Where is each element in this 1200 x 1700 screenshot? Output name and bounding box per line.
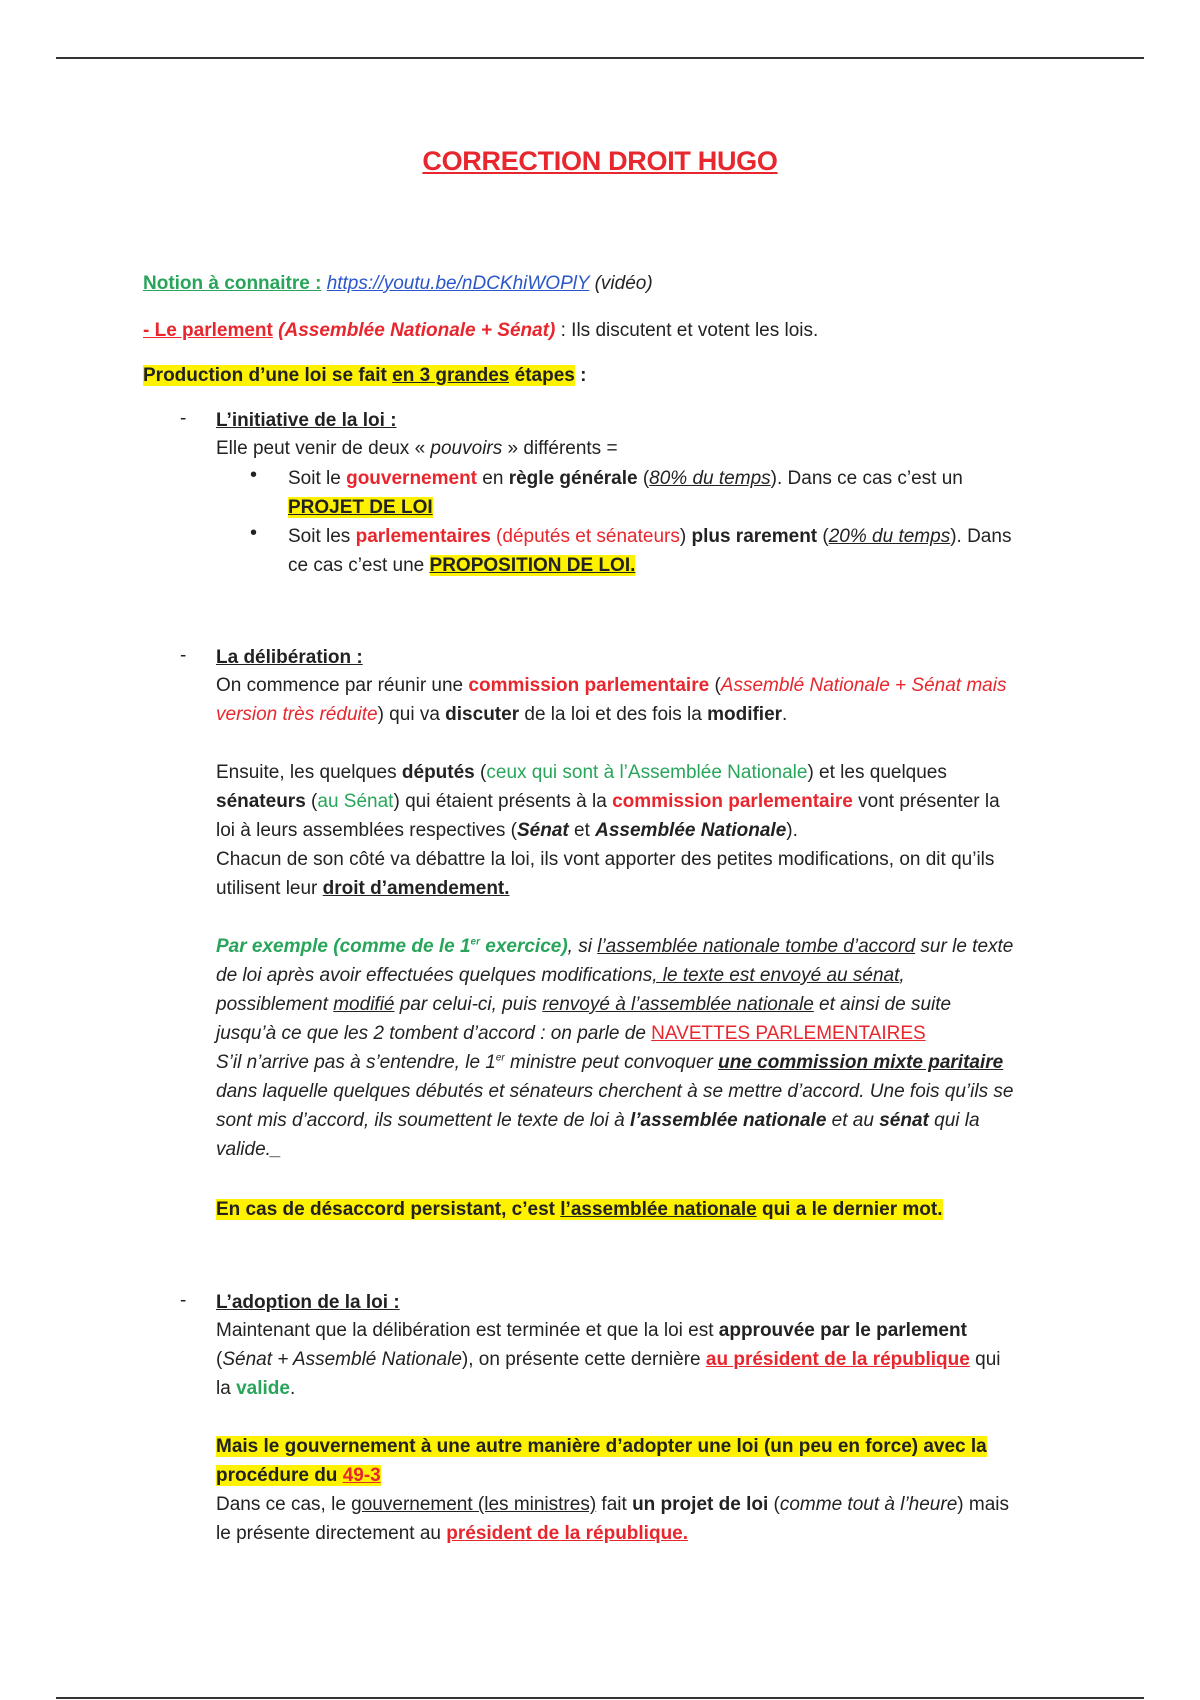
bullet-marker: •	[250, 464, 258, 486]
deliberation-heading	[216, 643, 363, 672]
top-rule	[56, 57, 1144, 59]
text-run: (	[768, 1494, 780, 1515]
text-run: (députés et sénateurs	[490, 526, 680, 547]
text-run: ). Dans ce cas c’est un	[770, 468, 963, 489]
initiative-heading-text: L’initiative de la loi :	[216, 410, 397, 431]
text-run: .	[782, 704, 788, 725]
text-run: Dans ce cas, le	[216, 1494, 352, 1515]
example-l4	[216, 1019, 926, 1048]
production-d: :	[574, 365, 587, 386]
text-run: une commission mixte paritaire	[718, 1052, 1004, 1073]
text-run: gouvernement (les ministres)	[351, 1494, 597, 1515]
production-a: Production d’une loi se fait	[143, 365, 393, 386]
production-b: en 3 grandes	[392, 365, 510, 386]
text-run: droit d’amendement.	[322, 878, 510, 899]
text-run: PROJET DE LOI	[288, 497, 433, 518]
adoption-p2-l2	[216, 1519, 688, 1548]
adoption-heading	[216, 1288, 400, 1317]
deliberation-p2-l2	[216, 787, 1000, 816]
text-run: modifié	[333, 994, 395, 1015]
text-run: .	[289, 1378, 296, 1399]
initiative-bullet1-cont	[288, 493, 433, 522]
deliberation-p2-l4	[216, 845, 994, 874]
text-run: qui la	[928, 1110, 980, 1131]
text-run: Sénat + Assemblé Nationale	[222, 1349, 462, 1370]
notion-label: Notion à connaitre :	[143, 273, 322, 294]
text-run: Assemblée Nationale	[595, 820, 787, 841]
notion-line	[143, 269, 653, 298]
initiative-bullet2-cont	[288, 551, 635, 580]
text-run: (	[637, 468, 650, 489]
text-run: » différents =	[502, 438, 618, 459]
text-run: possiblement	[216, 994, 334, 1015]
text-run: er	[495, 1052, 505, 1064]
dash-marker: -	[180, 645, 187, 666]
parlement-line	[143, 316, 818, 345]
text-run: ceux qui sont à l’Assemblée Nationale	[486, 762, 808, 783]
text-run: et au	[826, 1110, 880, 1131]
text-run: commission parlementaire	[468, 675, 710, 696]
text-run: comme tout à l’heure	[779, 1494, 958, 1515]
text-run: ) mais	[957, 1494, 1009, 1515]
text-run: pouvoirs	[430, 438, 503, 459]
text-run: (	[817, 526, 829, 547]
initiative-bullet2	[288, 522, 1011, 551]
text-run: modifier	[707, 704, 783, 725]
adoption-h2	[216, 1461, 381, 1490]
initiative-heading	[216, 406, 397, 435]
text-run: un projet de loi	[632, 1494, 769, 1515]
parlement-rest: : Ils discutent et votent les lois.	[555, 320, 819, 341]
text-run: Ensuite, les quelques	[216, 762, 402, 783]
dash-marker: -	[180, 408, 187, 429]
text-run: Assemblé Nationale + Sénat mais	[720, 675, 1007, 696]
text-run: vont présenter la	[852, 791, 1000, 812]
production-line	[143, 361, 586, 390]
example-l5	[216, 1048, 1003, 1077]
text-run: valide	[236, 1378, 290, 1399]
text-run: (	[709, 675, 721, 696]
text-run: ), on présente cette dernière	[461, 1349, 706, 1370]
text-run: ) qui va	[377, 704, 446, 725]
example-l7	[216, 1106, 980, 1135]
text-run: 80% du temps	[649, 468, 771, 489]
text-run: (	[216, 1349, 223, 1370]
text-run: On commence par réunir une	[216, 675, 469, 696]
text-run: procédure du	[216, 1465, 343, 1486]
text-run: La délibération :	[216, 647, 363, 668]
text-run: ).	[786, 820, 798, 841]
disagreement-line	[216, 1195, 943, 1224]
text-run: utilisent leur	[216, 878, 323, 899]
bullet-marker: •	[250, 522, 258, 544]
text-run: président de la république.	[446, 1523, 689, 1544]
text-run: Maintenant que la délibération est terminée et que la loi est	[216, 1320, 719, 1341]
text-run: l’assemblée nationale tombe d’accord	[597, 936, 916, 957]
text-run: de loi après avoir effectuées quelques modifications	[216, 965, 653, 986]
text-run: qui	[969, 1349, 1001, 1370]
text-run: version très réduite	[216, 704, 378, 725]
text-run: la	[216, 1378, 237, 1399]
deliberation-p2-l5	[216, 874, 510, 903]
initiative-bullet1	[288, 464, 963, 493]
video-link[interactable]: https://youtu.be/nDCKhiWOPlY	[326, 273, 590, 294]
text-run: renvoyé à l’assemblée nationale	[542, 994, 814, 1015]
text-run: Mais le gouvernement à une autre manière d’adopter une loi (un peu en force) avec la	[216, 1436, 987, 1457]
page-title: CORRECTION DROIT HUGO	[422, 146, 778, 176]
text-run: ) et les quelques	[807, 762, 947, 783]
text-run: au Sénat	[317, 791, 394, 812]
production-c: étapes	[509, 365, 575, 386]
text-run: au président de la république	[705, 1349, 970, 1370]
text-run: discuter	[445, 704, 520, 725]
text-run: parlementaires	[355, 526, 491, 547]
parlement-paren: (Assemblée Nationale + Sénat)	[278, 320, 556, 341]
text-run: PROPOSITION DE LOI.	[429, 555, 636, 576]
text-run: Chacun de son côté va débattre la loi, ils vont apporter des petites modifications, on dit qu’ils	[216, 849, 995, 870]
text-run: loi à leurs assemblées respectives (	[216, 820, 517, 841]
text-run: valide._	[216, 1139, 282, 1160]
deliberation-p2-l3	[216, 816, 798, 845]
text-run: fait	[596, 1494, 633, 1515]
adoption-p2-l1	[216, 1490, 1009, 1519]
text-run: en	[477, 468, 509, 489]
text-run: ,	[899, 965, 905, 986]
example-l1	[216, 932, 1013, 961]
text-run: , si	[567, 936, 598, 957]
example-l2	[216, 961, 905, 990]
text-run: commission parlementaire	[612, 791, 853, 812]
text-run: Soit les	[288, 526, 356, 547]
text-run: En cas de désaccord persistant, c’est	[216, 1199, 561, 1220]
text-run: Soit le	[288, 468, 347, 489]
text-run: Sénat	[516, 820, 569, 841]
parlement-term: - Le parlement	[143, 320, 273, 341]
example-l6	[216, 1077, 1013, 1106]
text-run: ) qui étaient présents à la	[393, 791, 613, 812]
example-l8	[216, 1135, 282, 1164]
text-run: L’adoption de la loi :	[216, 1292, 400, 1313]
text-run: Elle peut venir de deux «	[216, 438, 431, 459]
dash-marker: -	[180, 1290, 187, 1311]
text-run: sénateurs	[216, 791, 306, 812]
text-run: Par exemple (comme de le 1	[216, 936, 471, 957]
adoption-p1-l3	[216, 1374, 295, 1403]
text-run: NAVETTES PARLEMENTAIRES	[651, 1023, 926, 1044]
text-run: le présente directement au	[216, 1523, 447, 1544]
text-run: S’il n’arrive pas à s’entendre, le 1	[216, 1052, 496, 1073]
text-run: 49-3	[342, 1465, 381, 1486]
initiative-line1	[216, 434, 618, 463]
adoption-p1-l2	[216, 1345, 1000, 1374]
text-run: de la loi et des fois la	[519, 704, 708, 725]
text-run: par celui-ci, puis	[394, 994, 543, 1015]
deliberation-p2-l1	[216, 758, 947, 787]
text-run: l’assemblée nationale	[560, 1199, 757, 1220]
text-run: et ainsi de suite	[813, 994, 952, 1015]
text-run: , le texte est envoyé au sénat	[652, 965, 900, 986]
text-run: ministre peut convoquer	[504, 1052, 719, 1073]
text-run: dans laquelle quelques débutés et sénateurs cherchent à se mettre d’accord. Une fois qu’ils se	[216, 1081, 1014, 1102]
bottom-rule	[56, 1697, 1144, 1699]
text-run: jusqu’à ce que les 2 tombent d’accord : on parle de	[216, 1023, 652, 1044]
text-run: plus rarement	[691, 526, 818, 547]
text-run: et	[568, 820, 596, 841]
text-run: qui a le dernier mot.	[756, 1199, 943, 1220]
text-run: exercice)	[479, 936, 568, 957]
example-l3	[216, 990, 951, 1019]
text-run: gouvernement	[346, 468, 478, 489]
text-run: (	[305, 791, 318, 812]
adoption-h1	[216, 1432, 987, 1461]
text-run: règle générale	[508, 468, 638, 489]
text-run: approuvée par le parlement	[718, 1320, 967, 1341]
text-run: er	[470, 936, 480, 948]
adoption-p1-l1	[216, 1316, 967, 1345]
text-run: ). Dans	[950, 526, 1012, 547]
text-run: ce cas c’est une	[288, 555, 430, 576]
text-run: )	[679, 526, 692, 547]
text-run: sénat	[879, 1110, 929, 1131]
video-suffix: (vidéo)	[589, 273, 653, 294]
text-run: sont mis d’accord, ils soumettent le texte de loi à	[216, 1110, 630, 1131]
text-run: députés	[401, 762, 475, 783]
text-run: l’assemblée nationale	[629, 1110, 827, 1131]
text-run: (	[474, 762, 487, 783]
deliberation-p1-l1	[216, 671, 1006, 700]
deliberation-p1-l2	[216, 700, 787, 729]
text-run: 20% du temps	[828, 526, 951, 547]
text-run: sur le texte	[915, 936, 1014, 957]
